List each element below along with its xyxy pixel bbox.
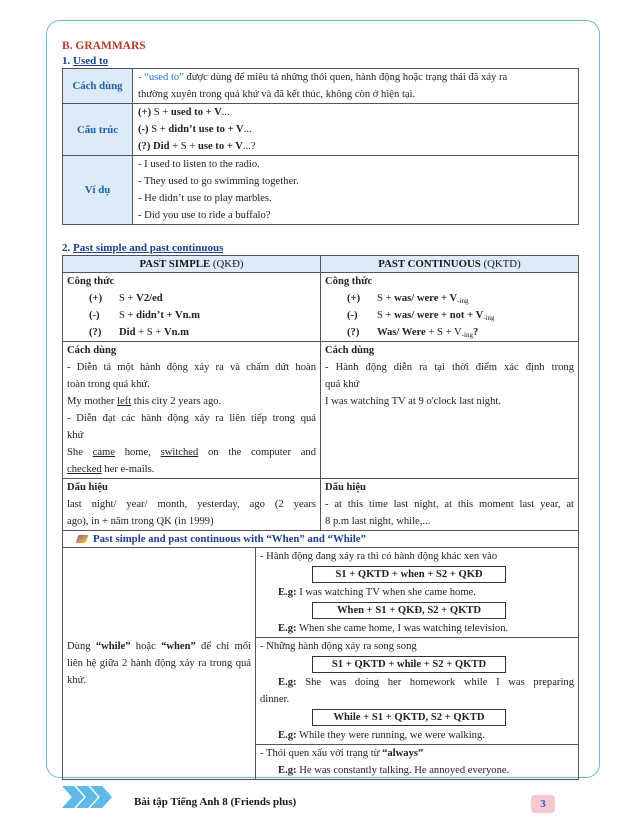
usage-label: Cách dùng xyxy=(67,345,117,356)
structure-row xyxy=(63,104,579,156)
example-line: E.g: When she came home, I was watching television. xyxy=(278,623,509,634)
signal-label: Dấu hiệu xyxy=(325,482,366,493)
past-table xyxy=(62,255,579,531)
past-continuous-header: PAST CONTINUOUS (QKTD) xyxy=(321,256,579,273)
structure-question: (?) Did + S + use to + V...? xyxy=(138,141,256,152)
pc-formula-negative: (-) S + was/ were + not + $V_{-ing}$ xyxy=(347,310,495,322)
habit-intro: - Thói quen xấu với trạng từ “always” xyxy=(260,748,424,759)
formula-box: S1 + QKTD + while + S2 + QKTD xyxy=(312,656,506,673)
pc-formula-question: (?) Was/ Were + $S + V_{-ing}$? xyxy=(347,327,479,339)
when-while-left-cell xyxy=(63,548,256,780)
usage-label: Cách dùng xyxy=(325,345,375,356)
used-to-table xyxy=(62,68,579,225)
ps-formula-negative: (-) S + didn’t + Vn.m xyxy=(89,310,201,321)
example-line: E.g: I was watching TV when she came home. xyxy=(278,587,476,598)
pc-signal-text: 8 p.m last night, while,... xyxy=(325,516,431,527)
habit-cell xyxy=(256,745,579,780)
pc-usage-text: quá khứ xyxy=(325,379,360,390)
content xyxy=(62,38,579,780)
ps-usage-text: - Diễn tả một hành động xảy ra và chấm dứt hoàn xyxy=(67,362,316,373)
signal-row xyxy=(63,479,579,531)
ps-formula-question: (?) Did + S + Vn.m xyxy=(89,327,189,338)
signal-label: Dấu hiệu xyxy=(67,482,108,493)
example-line: - Did you use to ride a buffalo? xyxy=(138,210,271,221)
formula-box: When + S1 + QKĐ, S2 + QKTD xyxy=(312,602,506,619)
when-while-row xyxy=(63,548,579,638)
when-while-desc: Dùng “while” hoặc “when” để chỉ mối liên hệ giữa 2 hành động xảy ra trong quá khứ. xyxy=(67,641,251,686)
usage-text-1: được dùng để miêu tả những thói quen, hành động hoặc trạng thái đã xảy ra xyxy=(183,72,508,83)
interrupt-cell xyxy=(256,548,579,638)
usage-text-2: thường xuyên trong quá khứ và đã kết thúc, không còn ở hiện tại. xyxy=(138,89,416,100)
formula-label: Công thức xyxy=(67,276,115,287)
pc-formula-cell xyxy=(321,273,579,342)
footer-title: Bài tập Tiếng Anh 8 (Friends plus) xyxy=(134,796,297,808)
section-title: B. GRAMMARS xyxy=(62,40,146,52)
when-while-table xyxy=(62,547,579,780)
formula-row xyxy=(63,273,579,342)
structure-positive: (+) S + used to + V... xyxy=(138,107,230,118)
when-while-title: Past simple and past continuous with “When” and “While” xyxy=(62,531,579,547)
pc-usage-cell xyxy=(321,342,579,479)
pen-icon xyxy=(76,535,89,543)
formula-box: S1 + QKTD + when + S2 + QKĐ xyxy=(312,566,506,583)
ps-usage-text: - Diễn đạt các hành động xảy ra liên tiếp trong quá xyxy=(67,413,316,424)
page-number: 3 xyxy=(531,795,555,813)
structure-label: Cấu trúc xyxy=(63,104,133,156)
example-line: E.g: While they were running, we were walking. xyxy=(278,730,485,741)
used-to-heading: Used to xyxy=(73,55,109,67)
arrows-icon xyxy=(62,786,122,808)
ps-usage-text: khứ xyxy=(67,430,84,441)
example-line: - I used to listen to the radio. xyxy=(138,159,260,170)
usage-cell xyxy=(133,69,579,104)
formula-label: Công thức xyxy=(325,276,373,287)
past-header-row xyxy=(63,256,579,273)
past-title xyxy=(62,241,579,255)
ps-usage-example: checked her e-mails. xyxy=(67,464,155,475)
ps-formula-cell xyxy=(63,273,321,342)
pc-usage-example: I was watching TV at 9 o'clock last night. xyxy=(325,396,501,407)
ps-signal-text: last night/ year/ month, yesterday, ago (2 years xyxy=(67,499,316,510)
example-cell xyxy=(133,156,579,225)
pc-usage-text: - Hành động diễn ra tại thời điểm xác định trong xyxy=(325,362,574,373)
pc-signal-cell xyxy=(321,479,579,531)
interrupt-intro: - Hành động đang xảy ra thì có hành động khác xen vào xyxy=(260,551,498,562)
past-num: 2. xyxy=(62,242,71,254)
past-simple-header: PAST SIMPLE (QKĐ) xyxy=(63,256,321,273)
example-line: - They used to go swimming together. xyxy=(138,176,299,187)
usage-row xyxy=(63,342,579,479)
example-row xyxy=(63,156,579,225)
pc-formula-positive: (+) S + was/ were + $V_{-ing}$ xyxy=(347,293,469,305)
ps-signal-text: ago), in + năm trong QK (in 1999) xyxy=(67,516,214,527)
ps-usage-example: My mother left this city 2 years ago. xyxy=(67,396,222,407)
example-label: Ví dụ xyxy=(63,156,133,225)
used-to-title xyxy=(62,54,579,68)
ps-usage-cell xyxy=(63,342,321,479)
example-line: E.g: He was constantly talking. He annoyed everyone. xyxy=(278,765,510,776)
past-heading: Past simple and past continuous xyxy=(73,242,224,254)
used-to-quote: - “used to” xyxy=(138,72,184,83)
example-line: dinner. xyxy=(260,694,290,705)
formula-box: While + S1 + QKTD, S2 + QKTD xyxy=(312,709,506,726)
example-line: E.g: She was doing her homework while I was preparing xyxy=(278,677,574,688)
ps-signal-cell xyxy=(63,479,321,531)
used-to-num: 1. xyxy=(62,55,71,67)
structure-negative: (-) S + didn’t use to + V... xyxy=(138,124,252,135)
ps-formula-positive: (+) S + V2/ed xyxy=(89,293,163,304)
pc-signal-text: - at this time last night, at this moment last year, at xyxy=(325,499,574,510)
parallel-cell xyxy=(256,638,579,745)
ps-usage-text: toàn trong quá khứ. xyxy=(67,379,150,390)
usage-label: Cách dùng xyxy=(63,69,133,104)
ps-usage-example: She came home, switched on the computer and xyxy=(67,447,316,458)
usage-row xyxy=(63,69,579,104)
structure-cell xyxy=(133,104,579,156)
parallel-intro: - Những hành động xảy ra song song xyxy=(260,641,417,652)
example-line: - He didn’t use to play marbles. xyxy=(138,193,272,204)
